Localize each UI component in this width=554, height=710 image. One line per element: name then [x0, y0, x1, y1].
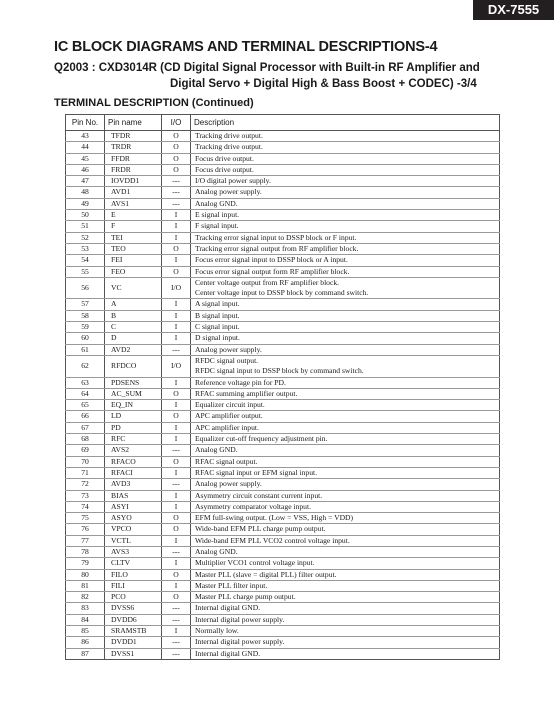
description-cell — [191, 164, 500, 175]
pin-number-cell: 81 — [66, 580, 105, 591]
description-line: Focus error signal input to DSSP block or A input. — [195, 255, 348, 265]
description-line: Master PLL filter input. — [195, 580, 268, 590]
pin-name-cell: ASYO — [105, 513, 162, 524]
description-cell — [191, 569, 500, 580]
pin-number-cell: 45 — [66, 153, 105, 164]
io-cell: I — [162, 580, 191, 591]
table-row — [66, 377, 500, 388]
pin-number-cell: 62 — [66, 355, 105, 377]
table-row — [66, 524, 500, 535]
pin-name-cell: TRDR — [105, 142, 162, 153]
pin-name-cell: FILI — [105, 580, 162, 591]
description-cell — [191, 400, 500, 411]
description-line: RFDC signal output. — [195, 355, 259, 365]
pin-name-cell: FEI — [105, 255, 162, 266]
column-header-io: I/O — [162, 115, 191, 131]
pin-number-cell: 48 — [66, 187, 105, 198]
description-line: A signal input. — [195, 299, 240, 309]
io-cell: I — [162, 232, 191, 243]
table-row — [66, 490, 500, 501]
pin-name-cell: VPCO — [105, 524, 162, 535]
description-line: F signal input. — [195, 221, 239, 231]
description-cell — [191, 580, 500, 591]
table-row — [66, 388, 500, 399]
pin-name-cell: IOVDD1 — [105, 176, 162, 187]
pin-name-cell: AVS2 — [105, 445, 162, 456]
description-cell — [191, 142, 500, 153]
io-cell: I — [162, 322, 191, 333]
description-line: D signal input. — [195, 333, 240, 343]
description-cell — [191, 344, 500, 355]
pin-name-cell: E — [105, 210, 162, 221]
table-row — [66, 637, 500, 648]
io-cell: I — [162, 535, 191, 546]
table-row — [66, 142, 500, 153]
description-line: Focus drive output. — [195, 164, 254, 174]
pin-number-cell: 84 — [66, 614, 105, 625]
io-cell: I — [162, 467, 191, 478]
description-cell — [191, 501, 500, 512]
description-cell — [191, 277, 500, 299]
pin-name-cell: DVDD1 — [105, 637, 162, 648]
io-cell: --- — [162, 648, 191, 659]
pin-name-cell: BIAS — [105, 490, 162, 501]
description-line: RFAC signal output. — [195, 456, 258, 466]
pin-number-cell: 60 — [66, 333, 105, 344]
io-cell: --- — [162, 187, 191, 198]
subtitle-line-2: Digital Servo + Digital High & Bass Boost + CODEC) -3/4 — [170, 78, 477, 90]
table-row — [66, 243, 500, 254]
pin-number-cell: 75 — [66, 513, 105, 524]
pin-name-cell: PCO — [105, 592, 162, 603]
table-row — [66, 266, 500, 277]
description-line: Focus error signal output form RF amplifier block. — [195, 266, 350, 276]
description-line: Equalizer circuit input. — [195, 400, 265, 410]
pin-name-cell: RFDCO — [105, 355, 162, 377]
pin-number-cell: 47 — [66, 176, 105, 187]
table-row — [66, 592, 500, 603]
pin-name-cell: VC — [105, 277, 162, 299]
table-row — [66, 131, 500, 142]
pin-number-cell: 61 — [66, 344, 105, 355]
description-line: Analog power supply. — [195, 344, 262, 354]
pin-name-cell: RFC — [105, 434, 162, 445]
pin-number-cell: 67 — [66, 422, 105, 433]
io-cell: I — [162, 221, 191, 232]
description-cell — [191, 388, 500, 399]
io-cell: I/O — [162, 277, 191, 299]
pin-number-cell: 71 — [66, 467, 105, 478]
description-line: B signal input. — [195, 310, 240, 320]
description-line: Multiplier VCO1 control voltage input. — [195, 558, 315, 568]
description-line: Analog GND. — [195, 546, 238, 556]
pin-number-cell: 83 — [66, 603, 105, 614]
table-row — [66, 322, 500, 333]
pin-number-cell: 86 — [66, 637, 105, 648]
description-cell — [191, 422, 500, 433]
description-line: Equalizer cut-off frequency adjustment pin. — [195, 434, 328, 444]
pin-name-cell: DVSS6 — [105, 603, 162, 614]
description-cell — [191, 626, 500, 637]
table-row — [66, 501, 500, 512]
pin-number-cell: 76 — [66, 524, 105, 535]
table-row — [66, 456, 500, 467]
table-row — [66, 445, 500, 456]
page-subtitle — [54, 60, 480, 92]
io-cell: --- — [162, 344, 191, 355]
column-header-description: Description — [191, 115, 500, 131]
io-cell: O — [162, 243, 191, 254]
description-cell — [191, 558, 500, 569]
terminal-description-table — [65, 114, 500, 660]
description-line: RFAC signal input or EFM signal input. — [195, 467, 318, 477]
description-line: Analog GND. — [195, 445, 238, 455]
io-cell: --- — [162, 603, 191, 614]
description-line: Normally low. — [195, 626, 239, 636]
io-cell: I — [162, 400, 191, 411]
table-row — [66, 467, 500, 478]
table-row — [66, 255, 500, 266]
description-cell — [191, 131, 500, 142]
io-cell: I — [162, 434, 191, 445]
description-cell — [191, 479, 500, 490]
pin-name-cell: RFACO — [105, 456, 162, 467]
description-line: E signal input. — [195, 210, 240, 220]
io-cell: I — [162, 422, 191, 433]
description-line: Center voltage input to DSSP block by command switch. — [195, 288, 369, 298]
pin-name-cell: D — [105, 333, 162, 344]
io-cell: O — [162, 592, 191, 603]
table-row — [66, 232, 500, 243]
description-line: Master PLL charge pump output. — [195, 592, 296, 602]
pin-name-cell: SRAMSTB — [105, 626, 162, 637]
description-line: Analog GND. — [195, 198, 238, 208]
io-cell: --- — [162, 479, 191, 490]
table-row — [66, 333, 500, 344]
pin-number-cell: 73 — [66, 490, 105, 501]
io-cell: O — [162, 524, 191, 535]
description-line: Wide-band EFM PLL charge pump output. — [195, 524, 326, 534]
pin-number-cell: 87 — [66, 648, 105, 659]
subtitle-line-1: Q2003 : CXD3014R (CD Digital Signal Processor with Built-in RF Amplifier and — [54, 62, 480, 74]
table-row — [66, 479, 500, 490]
description-line: Tracking error signal input to DSSP block or F input. — [195, 232, 357, 242]
description-line: Analog power supply. — [195, 187, 262, 197]
pin-number-cell: 59 — [66, 322, 105, 333]
table-row — [66, 614, 500, 625]
pin-name-cell: TEI — [105, 232, 162, 243]
description-cell — [191, 377, 500, 388]
io-cell: O — [162, 266, 191, 277]
pin-name-cell: AVS3 — [105, 546, 162, 557]
description-line: EFM full-swing output. (Low = VSS, High = VDD) — [195, 513, 354, 523]
pin-number-cell: 54 — [66, 255, 105, 266]
table-row — [66, 344, 500, 355]
description-cell — [191, 176, 500, 187]
pin-name-cell: LD — [105, 411, 162, 422]
pin-name-cell: AVD2 — [105, 344, 162, 355]
description-line: Center voltage output from RF amplifier block. — [195, 277, 340, 287]
description-cell — [191, 467, 500, 478]
description-cell — [191, 637, 500, 648]
description-line: I/O digital power supply. — [195, 176, 271, 186]
section-title: TERMINAL DESCRIPTION (Continued) — [54, 97, 254, 109]
description-cell — [191, 434, 500, 445]
pin-number-cell: 56 — [66, 277, 105, 299]
pin-number-cell: 68 — [66, 434, 105, 445]
description-line: RFAC summing amplifier output. — [195, 388, 298, 398]
description-cell — [191, 299, 500, 310]
description-cell — [191, 445, 500, 456]
table-row — [66, 626, 500, 637]
pin-name-cell: VCTL — [105, 535, 162, 546]
io-cell: --- — [162, 445, 191, 456]
table-row — [66, 198, 500, 209]
table-row — [66, 546, 500, 557]
description-cell — [191, 355, 500, 377]
table-row — [66, 569, 500, 580]
io-cell: O — [162, 131, 191, 142]
pin-number-cell: 43 — [66, 131, 105, 142]
pin-name-cell: C — [105, 322, 162, 333]
pin-name-cell: PD — [105, 422, 162, 433]
description-line: RFDC signal input to DSSP block by command switch. — [195, 366, 364, 376]
table-row — [66, 277, 500, 299]
io-cell: I/O — [162, 355, 191, 377]
io-cell: I — [162, 310, 191, 321]
io-cell: I — [162, 299, 191, 310]
description-cell — [191, 535, 500, 546]
pin-name-cell: FFDR — [105, 153, 162, 164]
pin-number-cell: 46 — [66, 164, 105, 175]
table-row — [66, 210, 500, 221]
io-cell: O — [162, 388, 191, 399]
pin-number-cell: 50 — [66, 210, 105, 221]
pin-number-cell: 63 — [66, 377, 105, 388]
pin-number-cell: 51 — [66, 221, 105, 232]
pin-number-cell: 70 — [66, 456, 105, 467]
table-row — [66, 153, 500, 164]
description-line: Asymmetry circuit constant current input. — [195, 490, 323, 500]
description-cell — [191, 255, 500, 266]
description-cell — [191, 187, 500, 198]
pin-number-cell: 72 — [66, 479, 105, 490]
pin-name-cell: DVSS1 — [105, 648, 162, 659]
description-line: Internal digital GND. — [195, 648, 261, 658]
description-cell — [191, 322, 500, 333]
description-cell — [191, 243, 500, 254]
table-row — [66, 434, 500, 445]
pin-number-cell: 85 — [66, 626, 105, 637]
table-row — [66, 648, 500, 659]
description-cell — [191, 490, 500, 501]
page-title: IC BLOCK DIAGRAMS AND TERMINAL DESCRIPTIONS-4 — [54, 39, 438, 55]
table-header-row — [66, 115, 500, 131]
description-line: Reference voltage pin for PD. — [195, 377, 286, 387]
pin-number-cell: 69 — [66, 445, 105, 456]
description-cell — [191, 221, 500, 232]
io-cell: I — [162, 501, 191, 512]
table-row — [66, 558, 500, 569]
description-line: C signal input. — [195, 322, 240, 332]
table-row — [66, 422, 500, 433]
description-line: Internal digital GND. — [195, 603, 261, 613]
io-cell: --- — [162, 614, 191, 625]
io-cell: O — [162, 142, 191, 153]
table-row — [66, 513, 500, 524]
io-cell: --- — [162, 637, 191, 648]
description-line: Internal digital power supply. — [195, 637, 285, 647]
description-line: Tracking drive output. — [195, 142, 263, 152]
description-cell — [191, 411, 500, 422]
pin-number-cell: 55 — [66, 266, 105, 277]
table-row — [66, 580, 500, 591]
description-line: APC amplifier input. — [195, 422, 259, 432]
table-row — [66, 176, 500, 187]
pin-number-cell: 49 — [66, 198, 105, 209]
pin-name-cell: ASYI — [105, 501, 162, 512]
pin-number-cell: 58 — [66, 310, 105, 321]
pin-name-cell: AVD3 — [105, 479, 162, 490]
table-row — [66, 411, 500, 422]
model-badge: DX-7555 — [473, 0, 554, 20]
io-cell: O — [162, 569, 191, 580]
description-cell — [191, 648, 500, 659]
io-cell: O — [162, 456, 191, 467]
pin-number-cell: 57 — [66, 299, 105, 310]
description-line: Master PLL (slave = digital PLL) filter output. — [195, 569, 337, 579]
io-cell: I — [162, 626, 191, 637]
pin-name-cell: TFDR — [105, 131, 162, 142]
io-cell: O — [162, 513, 191, 524]
pin-number-cell: 82 — [66, 592, 105, 603]
description-cell — [191, 310, 500, 321]
description-cell — [191, 198, 500, 209]
table-row — [66, 187, 500, 198]
io-cell: --- — [162, 176, 191, 187]
pin-name-cell: RFACI — [105, 467, 162, 478]
table-row — [66, 400, 500, 411]
description-cell — [191, 524, 500, 535]
column-header-pin-no: Pin No. — [66, 115, 105, 131]
io-cell: I — [162, 210, 191, 221]
description-cell — [191, 546, 500, 557]
description-line: Internal digital power supply. — [195, 614, 285, 624]
io-cell: --- — [162, 546, 191, 557]
description-cell — [191, 266, 500, 277]
description-line: Wide-band EFM PLL VCO2 control voltage input. — [195, 535, 350, 545]
pin-name-cell: F — [105, 221, 162, 232]
io-cell: I — [162, 255, 191, 266]
table-body — [66, 131, 500, 660]
pin-name-cell: AVD1 — [105, 187, 162, 198]
pin-name-cell: AC_SUM — [105, 388, 162, 399]
table-row — [66, 355, 500, 377]
io-cell: O — [162, 153, 191, 164]
description-line: Asymmetry comparator voltage input. — [195, 501, 311, 511]
column-header-pin-name: Pin name — [105, 115, 162, 131]
description-cell — [191, 592, 500, 603]
description-cell — [191, 333, 500, 344]
pin-number-cell: 53 — [66, 243, 105, 254]
io-cell: I — [162, 490, 191, 501]
pin-name-cell: AVS1 — [105, 198, 162, 209]
pin-name-cell: EQ_IN — [105, 400, 162, 411]
description-line: Focus drive output. — [195, 153, 254, 163]
table-row — [66, 164, 500, 175]
description-line: Tracking drive output. — [195, 131, 263, 140]
pin-number-cell: 80 — [66, 569, 105, 580]
io-cell: O — [162, 164, 191, 175]
pin-name-cell: CLTV — [105, 558, 162, 569]
description-cell — [191, 513, 500, 524]
description-line: APC amplifier output. — [195, 411, 263, 421]
io-cell: --- — [162, 198, 191, 209]
description-cell — [191, 210, 500, 221]
pin-name-cell: FRDR — [105, 164, 162, 175]
pin-number-cell: 78 — [66, 546, 105, 557]
io-cell: I — [162, 558, 191, 569]
pin-number-cell: 79 — [66, 558, 105, 569]
pin-number-cell: 65 — [66, 400, 105, 411]
description-cell — [191, 603, 500, 614]
pin-number-cell: 77 — [66, 535, 105, 546]
pin-name-cell: PDSENS — [105, 377, 162, 388]
pin-number-cell: 74 — [66, 501, 105, 512]
pin-name-cell: B — [105, 310, 162, 321]
description-line: Analog power supply. — [195, 479, 262, 489]
pin-number-cell: 64 — [66, 388, 105, 399]
pin-name-cell: TEO — [105, 243, 162, 254]
description-cell — [191, 153, 500, 164]
pin-number-cell: 52 — [66, 232, 105, 243]
description-cell — [191, 456, 500, 467]
pin-name-cell: A — [105, 299, 162, 310]
table-row — [66, 221, 500, 232]
io-cell: O — [162, 411, 191, 422]
pin-name-cell: FEO — [105, 266, 162, 277]
description-cell — [191, 614, 500, 625]
table-row — [66, 603, 500, 614]
pin-number-cell: 44 — [66, 142, 105, 153]
table-row — [66, 310, 500, 321]
io-cell: I — [162, 377, 191, 388]
description-line: Tracking error signal output from RF amplifier block. — [195, 243, 359, 253]
table-row — [66, 535, 500, 546]
pin-name-cell: FILO — [105, 569, 162, 580]
table-row — [66, 299, 500, 310]
pin-name-cell: DVDD6 — [105, 614, 162, 625]
io-cell: I — [162, 333, 191, 344]
pin-number-cell: 66 — [66, 411, 105, 422]
description-cell — [191, 232, 500, 243]
